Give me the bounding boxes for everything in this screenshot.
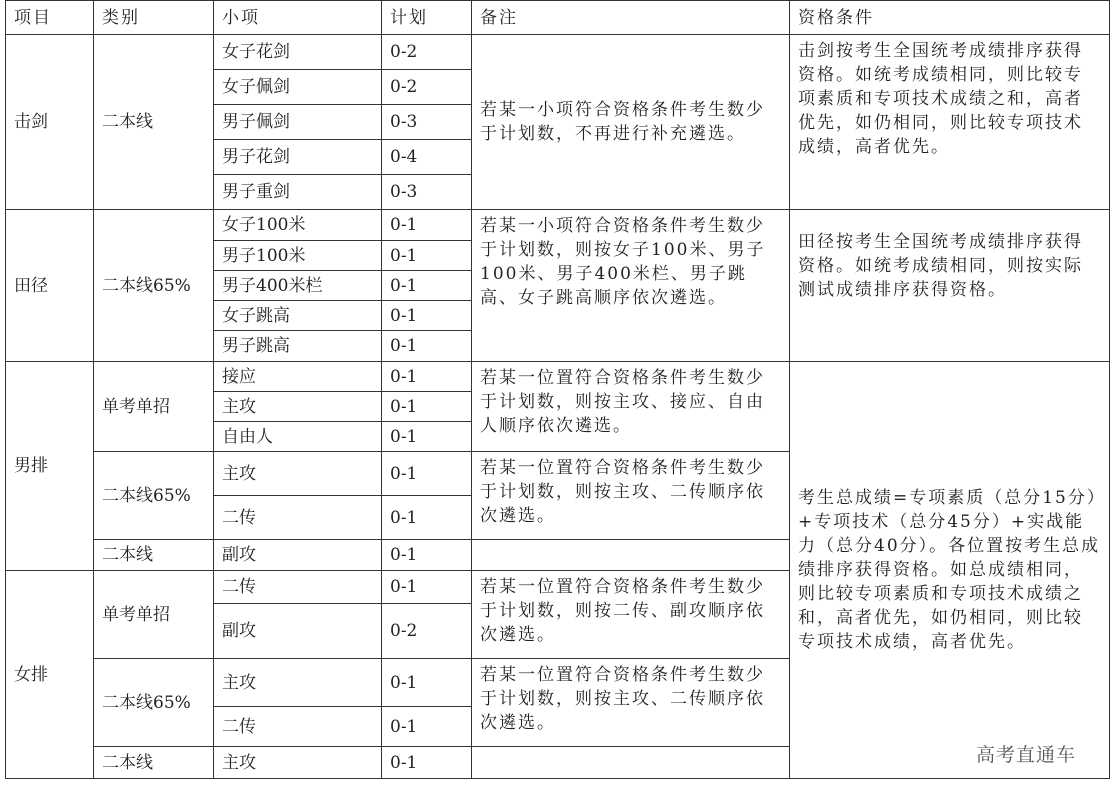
category-cell: 二本线65% <box>94 452 214 540</box>
note-cell: 若某一位置符合资格条件考生数少于计划数，则按主攻、二传顺序依次遴选。 <box>472 452 790 540</box>
qualification-cell: 考生总成绩=专项素质（总分15分）+专项技术（总分45分）+实战能力（总分40分）。各位置按考生总成绩排序获得资格。如总成绩相同，则比较专项素质和专项技术成绩之和，高者优先，如仍相同，则比较专项技术成绩，高者优先。 <box>790 362 1110 779</box>
sport-cell: 田径 <box>6 210 94 362</box>
qualification-cell: 击剑按考生全国统考成绩排序获得资格。如统考成绩相同，则比较专项素质和专项技术成绩之和，高者优先，如仍相同，则比较专项技术成绩，高者优先。 <box>790 35 1110 210</box>
sport-cell: 男排 <box>6 362 94 571</box>
sport-cell: 女排 <box>6 571 94 779</box>
note-cell: 若某一小项符合资格条件考生数少于计划数，不再进行补充遴选。 <box>472 35 790 210</box>
header-sport: 项目 <box>6 1 94 35</box>
table-row <box>6 362 1110 392</box>
note-cell: 若某一位置符合资格条件考生数少于计划数，则按主攻、接应、自由人顺序依次遴选。 <box>472 362 790 452</box>
plan-cell: 0-1 <box>382 659 472 707</box>
qualification-cell: 田径按考生全国统考成绩排序获得资格。如统考成绩相同，则按实际测试成绩排序获得资格。 <box>790 210 1110 362</box>
plan-cell: 0-4 <box>382 140 472 175</box>
admission-plan-table <box>5 0 1110 779</box>
plan-cell: 0-1 <box>382 241 472 271</box>
item-cell: 男子花剑 <box>214 140 382 175</box>
item-cell: 二传 <box>214 571 382 604</box>
plan-cell: 0-1 <box>382 301 472 331</box>
plan-cell: 0-1 <box>382 452 472 496</box>
category-cell: 二本线 <box>94 747 214 779</box>
item-cell: 主攻 <box>214 659 382 707</box>
item-cell: 女子跳高 <box>214 301 382 331</box>
plan-cell: 0-2 <box>382 604 472 659</box>
plan-cell: 0-1 <box>382 422 472 452</box>
category-cell: 单考单招 <box>94 571 214 659</box>
watermark: 高考直通车 <box>976 744 1077 766</box>
item-cell: 副攻 <box>214 604 382 659</box>
plan-cell: 0-1 <box>382 362 472 392</box>
item-cell: 主攻 <box>214 392 382 422</box>
category-cell: 二本线65% <box>94 659 214 747</box>
plan-cell: 0-2 <box>382 70 472 105</box>
item-cell: 接应 <box>214 362 382 392</box>
plan-cell: 0-1 <box>382 747 472 779</box>
table-row <box>6 210 1110 241</box>
item-cell: 主攻 <box>214 452 382 496</box>
plan-cell: 0-1 <box>382 271 472 301</box>
plan-cell: 0-1 <box>382 540 472 571</box>
note-cell: 若某一小项符合资格条件考生数少于计划数，则按女子100米、男子100米、男子400米栏、男子跳高、女子跳高顺序依次遴选。 <box>472 210 790 362</box>
category-cell: 二本线 <box>94 35 214 210</box>
item-cell: 二传 <box>214 707 382 747</box>
header-row <box>6 1 1110 35</box>
sport-cell: 击剑 <box>6 35 94 210</box>
table-row <box>6 35 1110 70</box>
item-cell: 女子佩剑 <box>214 70 382 105</box>
header-category: 类别 <box>94 1 214 35</box>
plan-cell: 0-1 <box>382 210 472 241</box>
note-cell: 若某一位置符合资格条件考生数少于计划数，则按二传、副攻顺序依次遴选。 <box>472 571 790 659</box>
header-plan: 计划 <box>382 1 472 35</box>
item-cell: 男子佩剑 <box>214 105 382 140</box>
item-cell: 副攻 <box>214 540 382 571</box>
item-cell: 男子重剑 <box>214 175 382 210</box>
header-note: 备注 <box>472 1 790 35</box>
item-cell: 男子400米栏 <box>214 271 382 301</box>
header-item: 小项 <box>214 1 382 35</box>
note-cell <box>472 540 790 571</box>
plan-cell: 0-1 <box>382 392 472 422</box>
plan-cell: 0-1 <box>382 571 472 604</box>
item-cell: 自由人 <box>214 422 382 452</box>
plan-cell: 0-1 <box>382 331 472 362</box>
plan-cell: 0-2 <box>382 35 472 70</box>
category-cell: 单考单招 <box>94 362 214 452</box>
header-qualification: 资格条件 <box>790 1 1110 35</box>
note-cell: 若某一位置符合资格条件考生数少于计划数，则按主攻、二传顺序依次遴选。 <box>472 659 790 747</box>
plan-cell: 0-3 <box>382 105 472 140</box>
item-cell: 男子跳高 <box>214 331 382 362</box>
category-cell: 二本线65% <box>94 210 214 362</box>
item-cell: 女子100米 <box>214 210 382 241</box>
item-cell: 女子花剑 <box>214 35 382 70</box>
item-cell: 二传 <box>214 496 382 540</box>
category-cell: 二本线 <box>94 540 214 571</box>
plan-cell: 0-1 <box>382 707 472 747</box>
note-cell <box>472 747 790 779</box>
item-cell: 主攻 <box>214 747 382 779</box>
item-cell: 男子100米 <box>214 241 382 271</box>
plan-cell: 0-3 <box>382 175 472 210</box>
plan-cell: 0-1 <box>382 496 472 540</box>
